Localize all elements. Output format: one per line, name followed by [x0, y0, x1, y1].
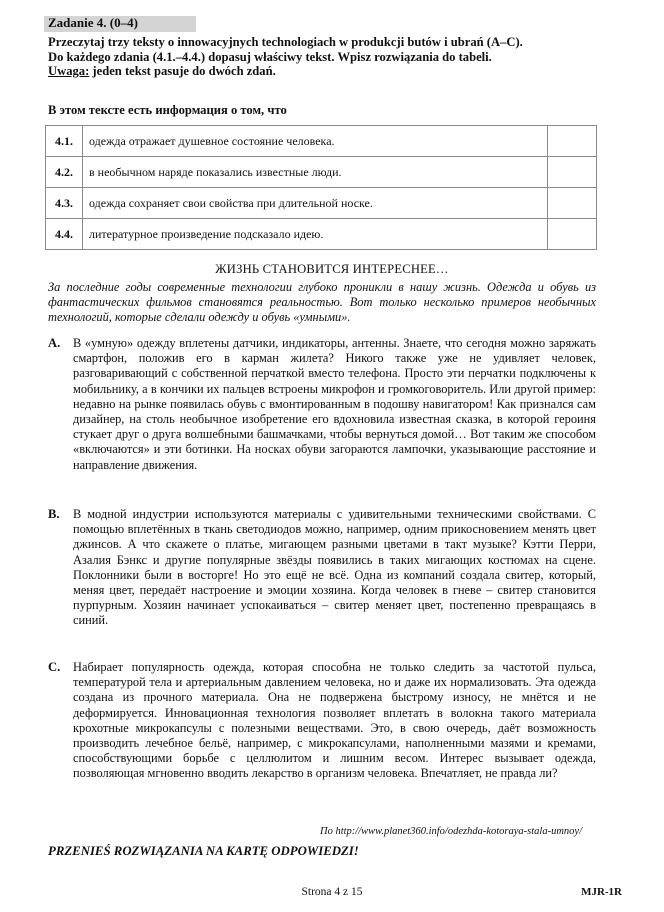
text-block-b	[48, 507, 596, 629]
instruction-note	[48, 64, 628, 79]
task-title: Zadanie 4. (0–4)	[48, 15, 138, 30]
story-intro: За последние годы современные технологии глубоко проникли в нашу жизнь. Одежда и обувь из фантастических фильмов становятся реальностью. Вот только несколько примеров необычных технологий, которые сделали одежду и обувь «умными».	[48, 280, 596, 325]
text-block-c	[48, 660, 596, 782]
statement-number: 4.3.	[46, 188, 83, 219]
text-letter: C.	[48, 660, 61, 674]
instruction-line: Przeczytaj trzy teksty o innowacyjnych technologiach w produkcji butów i ubrań (A–C).	[48, 35, 523, 49]
text-body: В «умную» одежду вплетены датчики, индикаторы, антенны. Знаете, что сегодня можно заряжать смартфон, положив его в карман жилета? Никого также уже не удивляет человек, разговаривающий с собственной перчаткой вместо телефона. Просто эти перчатки подключены к мобильнику, а в кончики их пальцев встроены микрофон и громкоговоритель. Или другой пример: недавно на рынке появилась обувь с вмонтированным в подошву навигатором! Как признался сам дизайнер, на столь необычное изобретение его вдохновила известная сказка, в которой героиня стукает друг о друга волшебными башмачками, чтобы вернуться домой… Вот таким же способом «включаются» и эти ботинки. На носках обуви загораются лампочки, указывающие расстояние и направление движения.	[73, 336, 596, 472]
answer-cell[interactable]	[548, 157, 597, 188]
statement-text: одежда отражает душевное состояние человека.	[83, 126, 548, 157]
table-row	[46, 157, 597, 188]
exam-code: MJR-1R	[581, 886, 622, 898]
source-citation: По http://www.planet360.info/odezhda-kotoraya-stala-umnoy/	[320, 826, 582, 837]
statement-number: 4.2.	[46, 157, 83, 188]
answer-cell[interactable]	[548, 188, 597, 219]
statement-number: 4.4.	[46, 219, 83, 250]
note-text: jeden tekst pasuje do dwóch zdań.	[89, 64, 276, 79]
page-number: Strona 4 z 15	[301, 886, 363, 898]
answer-cell[interactable]	[548, 126, 597, 157]
text-body: Набирает популярность одежда, которая способна не только следить за частотой пульса, температурой тела и артериальным давлением человека, но и даже их нормализовать. Эта одежда создана из прочного материала. Она не подвержена быстрому износу, не мнётся и не деформируется. Инновационная технология позволяет вплетать в волокна такого материала крохотные микрокапсулы с полезными веществами. Это, в свою очередь, даёт возможность производить лечебное бельё, например, с микрокапсулами, наполненными мазями и кремами, способствующими борьбе с целлюлитом и лишним весом. Интерес вызывает одежда, позволяющая мгновенно вводить лекарство в организм человека. Впечатляет, не правда ли?	[73, 660, 596, 781]
statements-lead: В этом тексте есть информация о том, что	[48, 103, 287, 117]
answer-cell[interactable]	[548, 219, 597, 250]
statement-text: одежда сохраняет свои свойства при длительной носке.	[83, 188, 548, 219]
note-label: Uwaga:	[48, 64, 90, 79]
text-letter: B.	[48, 507, 60, 521]
text-body: В модной индустрии используются материалы с удивительными техническими свойствами. С помощью вплетённых в ткань светодиодов можно, например, одним прикосновением менять цвет джинсов. А что скажете о платье, мигающем разными цветами в такт музыке? Кэтти Перри, Азалия Бэнкс и другие популярные звёзды появились в таких мигающих костюмах на сцене. Поклонники были в восторге! Но это ещё не всё. Одна из компаний создала свитер, который, меняя цвет, передаёт настроение и эмоции хозяина. Когда человек в гневе – свитер становится пурпурным. Хозяин начинает успокаиваться – свитер меняет цвет, постепенно превращаясь в синий.	[73, 507, 596, 628]
instruction-line: Do każdego zdania (4.1.–4.4.) dopasuj właściwy tekst. Wpisz rozwiązania do tabeli.	[48, 49, 492, 64]
text-letter: A.	[48, 336, 61, 350]
statement-text: литературное произведение подсказало идею.	[83, 219, 548, 250]
statement-text: в необычном наряде показались известные люди.	[83, 157, 548, 188]
story-title: ЖИЗНЬ СТАНОВИТСЯ ИНТЕРЕСНЕЕ…	[215, 262, 449, 276]
table-row	[46, 219, 597, 250]
transfer-answers-note: PRZENIEŚ ROZWIĄZANIA NA KARTĘ ODPOWIEDZI!	[48, 844, 359, 858]
table-row	[46, 188, 597, 219]
answer-table	[45, 125, 597, 250]
task-instructions	[48, 35, 628, 79]
text-block-a	[48, 336, 596, 473]
table-row	[46, 126, 597, 157]
statement-number: 4.1.	[46, 126, 83, 157]
